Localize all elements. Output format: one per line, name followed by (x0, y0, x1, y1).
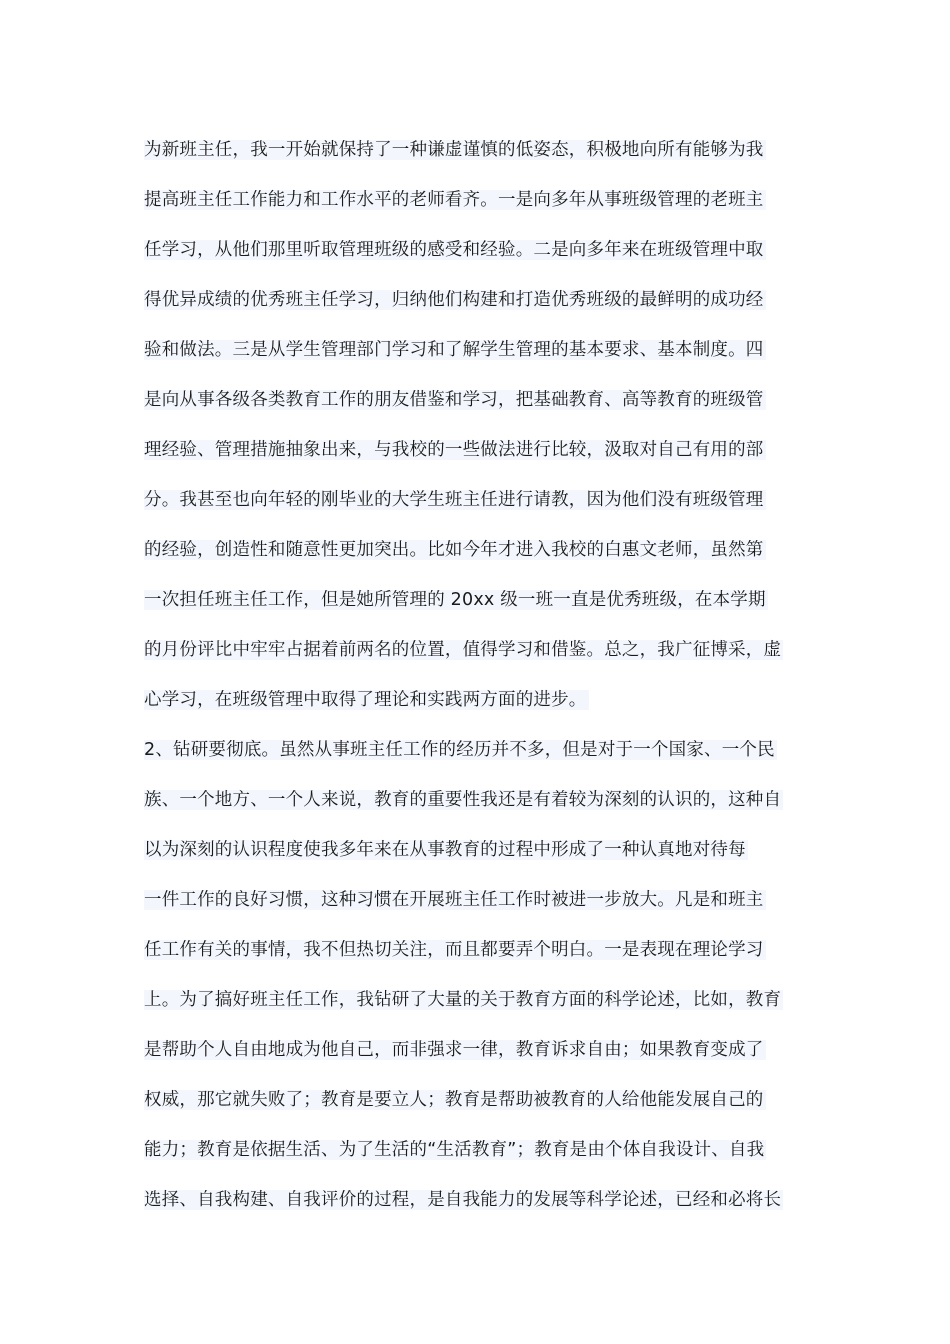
text-line: 一件工作的良好习惯，这种习惯在开展班主任工作时被进一步放大。凡是和班主 (144, 890, 764, 910)
text-line: 是向从事各级各类教育工作的朋友借鉴和学习，把基础教育、高等教育的班级管 (144, 390, 764, 410)
text-line: 一次担任班主任工作，但是她所管理的 20xx 级一班一直是优秀班级，在本学期 (144, 590, 766, 610)
text-line: 分。我甚至也向年轻的刚毕业的大学生班主任进行请教，因为他们没有班级管理 (144, 490, 764, 510)
text-line: 2、钻研要彻底。虽然从事班主任工作的经历并不多，但是对于一个国家、一个民 (144, 740, 775, 760)
text-line: 上。为了搞好班主任工作，我钻研了大量的关于教育方面的科学论述，比如，教育 (144, 990, 782, 1010)
text-line: 族、一个地方、一个人来说，教育的重要性我还是有着较为深刻的认识的，这种自 (144, 790, 782, 810)
body-text (144, 125, 814, 1225)
text-line: 是帮助个人自由地成为他自己，而非强求一律，教育诉求自由；如果教育变成了 (144, 1040, 764, 1060)
text-line: 为新班主任，我一开始就保持了一种谦虚谨慎的低姿态，积极地向所有能够为我 (144, 140, 764, 160)
text-line: 心学习，在班级管理中取得了理论和实践两方面的进步。 (144, 690, 587, 710)
text-line: 得优异成绩的优秀班主任学习，归纳他们构建和打造优秀班级的最鲜明的成功经 (144, 290, 764, 310)
text-line: 验和做法。三是从学生管理部门学习和了解学生管理的基本要求、基本制度。四 (144, 340, 764, 360)
text-line: 权威，那它就失败了；教育是要立人；教育是帮助被教育的人给他能发展自己的 (144, 1090, 764, 1110)
text-line: 的经验，创造性和随意性更加突出。比如今年才进入我校的白惠文老师，虽然第 (144, 540, 764, 560)
text-line: 提高班主任工作能力和工作水平的老师看齐。一是向多年从事班级管理的老班主 (144, 190, 764, 210)
paragraph-1 (144, 125, 814, 725)
text-line: 选择、自我构建、自我评价的过程，是自我能力的发展等科学论述，已经和必将长 (144, 1190, 782, 1210)
text-line: 任学习，从他们那里听取管理班级的感受和经验。二是向多年来在班级管理中取 (144, 240, 764, 260)
text-line: 能力；教育是依据生活、为了生活的“生活教育”；教育是由个体自我设计、自我 (144, 1140, 765, 1160)
paragraph-2 (144, 725, 814, 1225)
text-line: 理经验、管理措施抽象出来，与我校的一些做法进行比较，汲取对自己有用的部 (144, 440, 764, 460)
text-line: 以为深刻的认识程度使我多年来在从事教育的过程中形成了一种认真地对待每 (144, 840, 746, 860)
text-line: 的月份评比中牢牢占据着前两名的位置，值得学习和借鉴。总之，我广征博采，虚 (144, 640, 782, 660)
text-line: 任工作有关的事情，我不但热切关注，而且都要弄个明白。一是表现在理论学习 (144, 940, 764, 960)
